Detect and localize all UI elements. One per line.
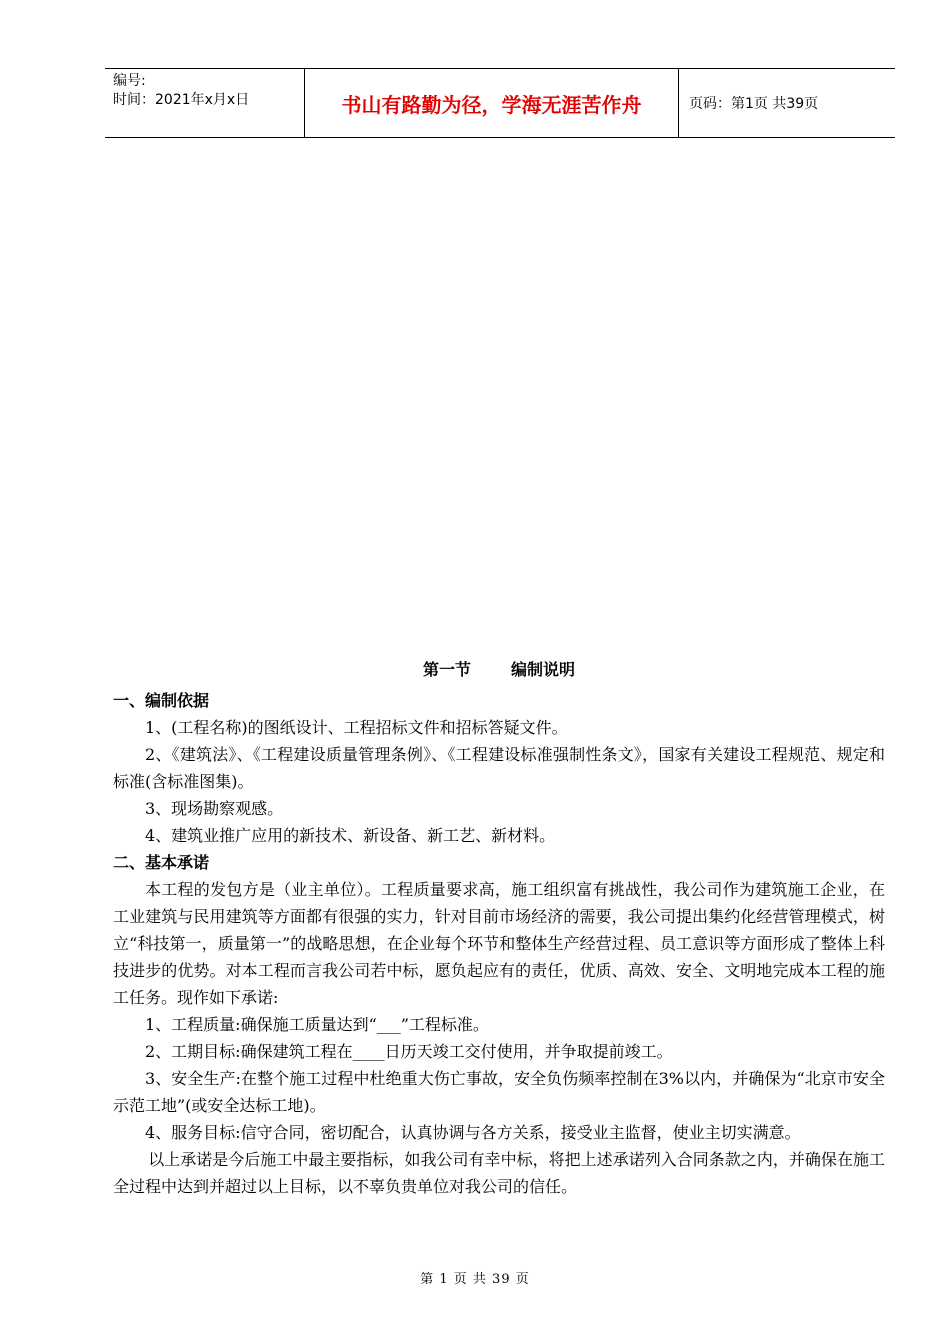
heading-basis: 一、编制依据 <box>113 691 210 710</box>
basis-item-1: 1、(工程名称)的图纸设计、工程招标文件和招标答疑文件。 <box>145 718 568 737</box>
commitment-item-4: 4、服务目标:信守合同，密切配合，认真协调与各方关系，接受业主监督，使业主切实满意。 <box>145 1123 801 1142</box>
commitment-item-3: 3、安全生产:在整个施工过程中杜绝重大伤亡事故，安全负伤频率控制在3%以内，并确保为“北京市安全示范工地”(或安全达标工地)。 <box>113 1069 885 1115</box>
header-motto: 书山有路勤为径，学海无涯苦作舟 <box>305 69 679 137</box>
section-title <box>113 656 885 683</box>
page-header <box>105 68 895 138</box>
header-page-info: 页码：第1页 共39页 <box>689 96 819 112</box>
heading-commitment: 二、基本承诺 <box>113 853 210 872</box>
page-footer: 第 1 页 共 39 页 <box>420 1272 530 1287</box>
commitment-item-2: 2、工期目标:确保建筑工程在____日历天竣工交付使用，并争取提前竣工。 <box>145 1042 673 1061</box>
commitment-closing: 以上承诺是今后施工中最主要指标，如我公司有幸中标，将把上述承诺列入合同条款之内，并确保在施工全过程中达到并超过以上目标，以不辜负贵单位对我公司的信任。 <box>113 1150 885 1196</box>
basis-item-3: 3、现场勘察观感。 <box>145 799 284 818</box>
header-meta <box>105 69 305 137</box>
document-time: 时间：2021年x月x日 <box>113 92 250 108</box>
basis-item-4: 4、建筑业推广应用的新技术、新设备、新工艺、新材料。 <box>145 826 556 845</box>
document-body <box>113 656 885 1200</box>
document-number-label: 编号: <box>113 73 146 89</box>
section-name: 编制说明 <box>511 660 576 679</box>
commitment-item-1: 1、工程质量:确保施工质量达到“___”工程标准。 <box>145 1015 489 1034</box>
basis-item-2: 2、《建筑法》、《工程建设质量管理条例》、《工程建设标准强制性条文》，国家有关建设工程规范、规定和标准(含标准图集)。 <box>113 745 885 791</box>
section-number: 第一节 <box>422 660 471 679</box>
commitment-intro: 本工程的发包方是（业主单位）。工程质量要求高，施工组织富有挑战性，我公司作为建筑施工企业，在工业建筑与民用建筑等方面都有很强的实力，针对目前市场经济的需要，我公司提出集约化经营管理模式，树立“科技第一，质量第一”的战略思想，在企业每个环节和整体生产经营过程、员工意识等方面形成了整体上科技进步的优势。对本工程而言我公司若中标，愿负起应有的责任，优质、高效、安全、文明地完成本工程的施工任务。现作如下承诺: <box>113 880 885 1007</box>
